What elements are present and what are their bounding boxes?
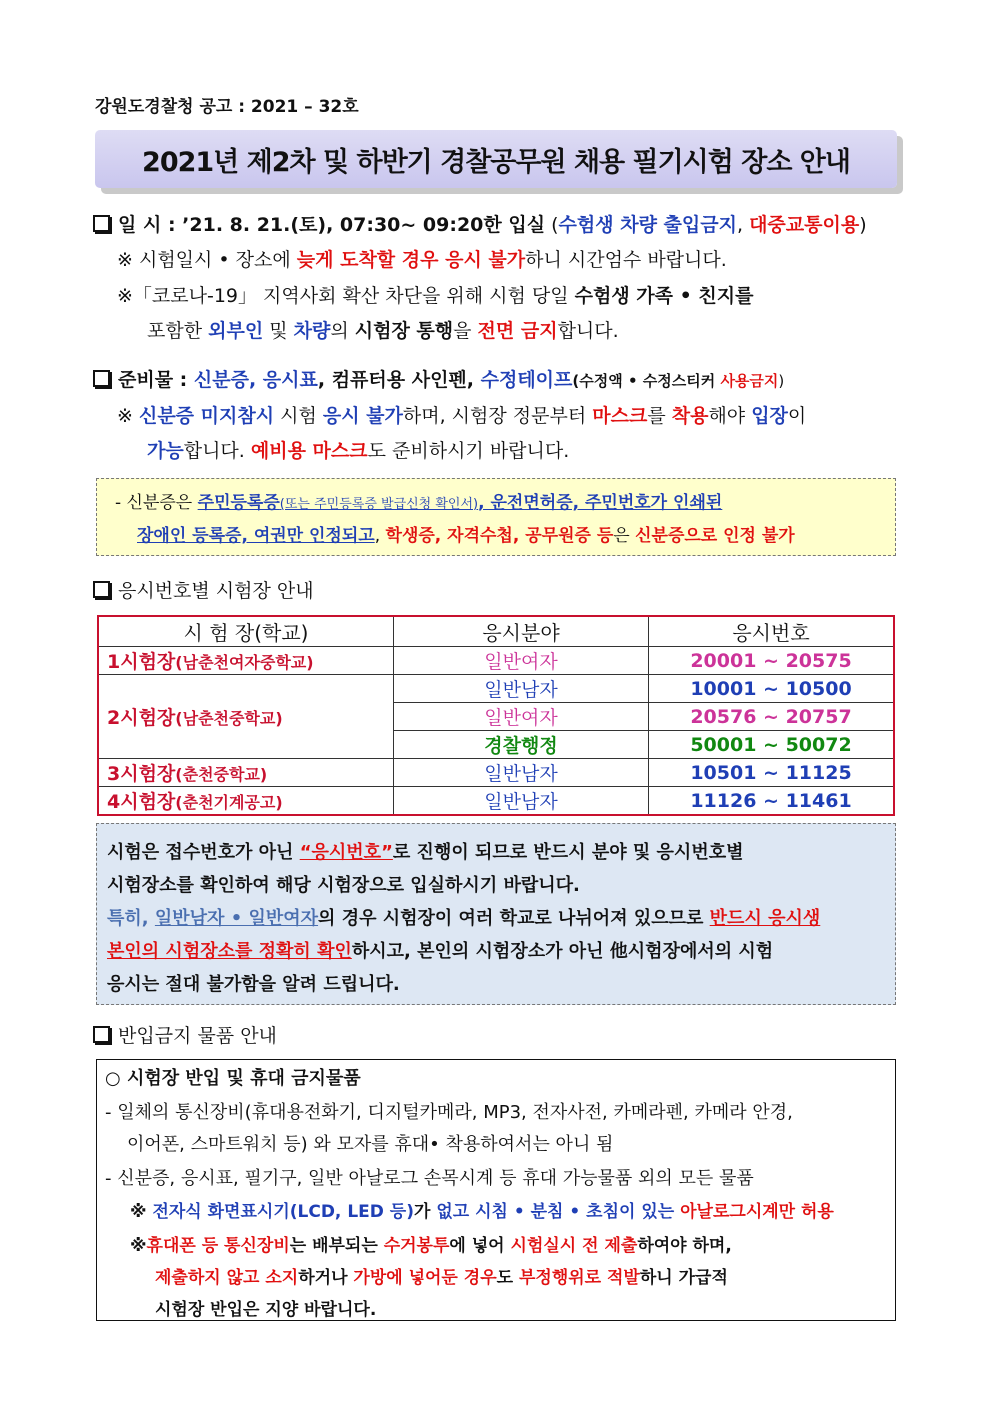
header-range: 응시번호	[649, 616, 895, 647]
ban-items-box	[96, 1059, 896, 1321]
ban-line-4: ※ 전자식 화면표시기(LCD, LED 등)가 없고 시침 • 분침 • 초침이 있는 아날로그시계만 허용	[130, 1202, 834, 1222]
venue-heading: 응시번호별 시험장 안내	[93, 576, 314, 603]
header-venue: 시 험 장(학교)	[98, 616, 394, 647]
schedule-heading: 일 시 : ’21. 8. 21.(토), 07:30~ 09:20한 입실 (수험생 차량 출입금지, 대중교통이용)	[93, 210, 867, 237]
notice-number: 강원도경찰청 공고 : 2021 – 32호	[95, 97, 359, 117]
prep-note-1: ※ 신분증 미지참시 시험 응시 불가하며, 시험장 정문부터 마스크를 착용해야 입장이	[117, 405, 807, 427]
header-field: 응시분야	[394, 616, 649, 647]
page-title: 2021년 제2차 및 하반기 경찰공무원 채용 필기시험 장소 안내	[142, 146, 850, 178]
prep-note-2: 가능합니다. 예비용 마스크도 준비하시기 바랍니다.	[147, 440, 570, 462]
id-note-line-2: 장애인 등록증, 여권만 인정되고, 학생증, 자격수첩, 공무원증 등은 신분증으로 인정 불가	[137, 526, 795, 546]
checkbox-square-icon	[93, 1026, 110, 1043]
id-note-line-1: - 신분증은 주민등록증(또는 주민등록증 발급신청 확인서), 운전면허증, 주민번호가 인쇄된	[115, 493, 723, 513]
schedule-note-2: ※「코로나-19」 지역사회 확산 차단을 위해 시험 당일 수험생 가족 • 친지를	[117, 285, 754, 307]
title-banner	[95, 130, 897, 188]
checkbox-square-icon	[93, 581, 110, 598]
table-header-row	[98, 616, 894, 647]
ban-line-7: 시험장 반입은 지양 바랍니다.	[155, 1300, 377, 1320]
venue-table	[97, 615, 895, 816]
table-row: 경찰행정 50001 ~ 50072	[98, 731, 894, 759]
ban-line-5: ※휴대폰 등 통신장비는 배부되는 수거봉투에 넣어 시험실시 전 제출하여야 하며,	[130, 1236, 732, 1256]
info-line-4: 본인의 시험장소를 정확히 확인하시고, 본인의 시험장소가 아닌 他시험장에서의 시험	[107, 941, 774, 962]
ban-line-2: 이어폰, 스마트워치 등) 와 모자를 휴대• 착용하여서는 아니 됨	[127, 1134, 614, 1155]
ban-line-1: - 일체의 통신장비(휴대용전화기, 디지털카메라, MP3, 전자사전, 카메라펜, 카메라 안경,	[105, 1102, 793, 1123]
checkbox-square-icon	[93, 215, 110, 232]
ban-line-6: 제출하지 않고 소지하거나 가방에 넣어둔 경우도 부정행위로 적발하니 가급적	[155, 1268, 728, 1288]
ban-heading: 반입금지 물품 안내	[93, 1021, 277, 1048]
ban-line-3: - 신분증, 응시표, 필기구, 일반 아날로그 손목시계 등 휴대 가능물품 외의 모든 물품	[105, 1168, 754, 1189]
venue-info-box	[96, 823, 896, 1005]
schedule-note-1: ※ 시험일시 • 장소에 늦게 도착할 경우 응시 불가하니 시간엄수 바랍니다.	[117, 249, 727, 271]
info-line-1: 시험은 접수번호가 아닌 “응시번호”로 진행이 되므로 반드시 분야 및 응시번호별	[107, 842, 744, 863]
prep-heading: 준비물 : 신분증, 응시표, 컴퓨터용 사인펜, 수정테이프(수정액 • 수정스티커 사용금지)	[93, 365, 784, 392]
table-row: 일반여자 20576 ~ 20757	[98, 703, 894, 731]
table-row: 3시험장(춘천중학교) 일반남자 10501 ~ 11125	[98, 759, 894, 787]
schedule-note-3: 포함한 외부인 및 차량의 시험장 통행을 전면 금지합니다.	[147, 320, 619, 342]
id-note-box	[96, 478, 896, 556]
info-line-3: 특히, 일반남자 • 일반여자의 경우 시험장이 여러 학교로 나뉘어져 있으므로 반드시 응시생	[107, 908, 821, 929]
table-row: 4시험장(춘천기계공고) 일반남자 11126 ~ 11461	[98, 787, 894, 816]
ban-head: ○ 시험장 반입 및 휴대 금지물품	[105, 1068, 361, 1089]
checkbox-square-icon	[93, 370, 110, 387]
table-row: 1시험장(남춘천여자중학교) 일반여자 20001 ~ 20575	[98, 647, 894, 675]
info-line-5: 응시는 절대 불가함을 알려 드립니다.	[107, 974, 400, 995]
table-row: 2시험장(남춘천중학교) 일반남자 10001 ~ 10500	[98, 675, 894, 703]
info-line-2: 시험장소를 확인하여 해당 시험장으로 입실하시기 바랍니다.	[107, 875, 580, 896]
